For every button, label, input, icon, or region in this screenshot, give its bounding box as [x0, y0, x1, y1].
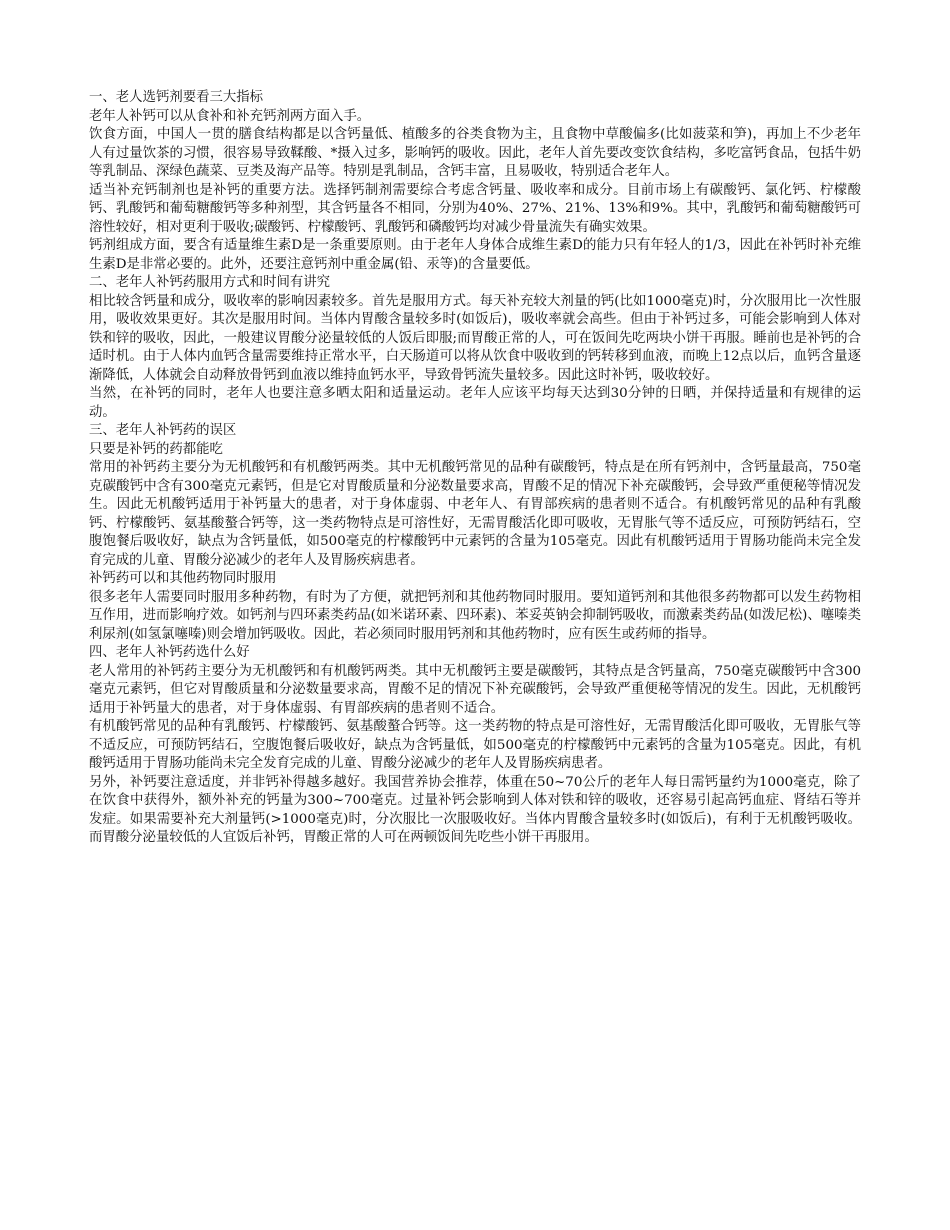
- subheading: 补钙药可以和其他药物同时服用: [89, 571, 277, 586]
- section-heading-3: 三、老年人补钙药的误区: [89, 423, 237, 438]
- paragraph: 当然，在补钙的同时，老年人也要注意多晒太阳和适量运动。老年人应该平均每天达到30分钟的日晒，并保持适量和有规律的运动。: [89, 386, 861, 420]
- paragraph: 饮食方面，中国人一贯的膳食结构都是以含钙量低、植酸多的谷类食物为主，且食物中草酸偏多(比如菠菜和笋)，再加上不少老年人有过量饮茶的习惯，很容易导致鞣酸、*摄入过多，影响钙的吸收。因此，老年人首先要改变饮食结构，多吃富钙食品，包括牛奶等乳制品、深绿色蔬菜、豆类及海产品等。特别是乳制品，含钙丰富，且易吸收，特别适合老年人。: [89, 127, 861, 179]
- section-heading-2: 二、老年人补钙药服用方式和时间有讲究: [89, 275, 331, 290]
- paragraph: 老年人补钙可以从食补和补充钙剂两方面入手。: [89, 108, 371, 124]
- section-heading-1: 一、老人选钙剂要看三大指标: [89, 90, 264, 105]
- paragraph: 适当补充钙制剂也是补钙的重要方法。选择钙制剂需要综合考虑含钙量、吸收率和成分。目前市场上有碳酸钙、氯化钙、柠檬酸钙、乳酸钙和葡萄糖酸钙等多种剂型，其含钙量各不相同，分别为40%、27%、21%、13%和9%。其中，乳酸钙和葡萄糖酸钙可溶性较好，相对更利于吸收;碳酸钙、柠檬酸钙、乳酸钙和磷酸钙均对减少骨量流失有确实效果。: [89, 182, 861, 235]
- paragraph: 钙剂组成方面，要含有适量维生素D是一条重要原则。由于老年人身体合成维生素D的能力只有年轻人的1/3，因此在补钙时补充维生素D是非常必要的。此外，还要注意钙剂中重金属(铅、汞等)的含量要低。: [89, 238, 861, 272]
- paragraph: 有机酸钙常见的品种有乳酸钙、柠檬酸钙、氨基酸螯合钙等。这一类药物的特点是可溶性好，无需胃酸活化即可吸收，无胃胀气等不适反应，可预防钙结石，空腹饱餐后吸收好，缺点为含钙量低，如500毫克的柠檬酸钙中元素钙的含量为105毫克。因此，有机酸钙适用于胃肠功能尚未完全发育完成的儿童、胃酸分泌减少的老年人及胃肠疾病患者。: [89, 719, 861, 771]
- paragraph: 很多老年人需要同时服用多种药物，有时为了方便，就把钙剂和其他药物同时服用。要知道钙剂和其他很多药物都可以发生药物相互作用，进而影响疗效。如钙剂与四环素类药品(如米诺环素、四环素)、苯妥英钠会抑制钙吸收，而激素类药品(如泼尼松)、噻嗪类利尿剂(如氢氯噻嗪)则会增加钙吸收。因此，若必须同时服用钙剂和其他药物时，应有医生或药师的指导。: [89, 589, 861, 642]
- subheading: 只要是补钙的药都能吃: [89, 441, 223, 457]
- paragraph: 常用的补钙药主要分为无机酸钙和有机酸钙两类。其中无机酸钙常见的品种有碳酸钙，特点是在所有钙剂中，含钙量最高，750毫克碳酸钙中含有300毫克元素钙，但是它对胃酸质量和分泌数量要求高，胃酸不足的情况下补充碳酸钙，会导致严重便秘等情况发生。因此无机酸钙适用于补钙量大的患者，对于身体虚弱、中老年人、有胃部疾病的患者则不适合。有机酸钙常见的品种有乳酸钙、柠檬酸钙、氨基酸螯合钙等，这一类药物特点是可溶性好，无需胃酸活化即可吸收，无胃胀气等不适反应，可预防钙结石，空腹饱餐后吸收好，缺点为含钙量低，如500毫克的柠檬酸钙中元素钙的含量为105毫克。因此有机酸钙适用于胃肠功能尚未完全发育完成的儿童、胃酸分泌减少的老年人及胃肠疾病患者。: [89, 460, 861, 568]
- section-heading-4: 四、老年人补钙药选什么好: [89, 645, 250, 660]
- document-body: [89, 89, 861, 848]
- paragraph: 另外，补钙要注意适度，并非钙补得越多越好。我国营养协会推荐，体重在50~70公斤的老年人每日需钙量约为1000毫克，除了在饮食中获得外，额外补充的钙量为300~700毫克。过量补钙会影响到人体对铁和锌的吸收，还容易引起高钙血症、肾结石等并发症。如果需要补充大剂量钙(>1000毫克)时，分次服比一次服吸收好。当体内胃酸含量较多时(如饭后)，有利于无机酸钙吸收。而胃酸分泌量较低的人宜饭后补钙，胃酸正常的人可在两顿饭间先吃些小饼干再服用。: [89, 774, 861, 845]
- paragraph: 老人常用的补钙药主要分为无机酸钙和有机酸钙两类。其中无机酸钙主要是碳酸钙，其特点是含钙量高，750毫克碳酸钙中含300毫克元素钙，但它对胃酸质量和分泌数量要求高，胃酸不足的情况下补充碳酸钙，会导致严重便秘等情况的发生。因此，无机酸钙适用于补钙量大的患者，对于身体虚弱、有胃部疾病的患者则不适合。: [89, 663, 861, 716]
- paragraph: 相比较含钙量和成分，吸收率的影响因素较多。首先是服用方式。每天补充较大剂量的钙(比如1000毫克)时，分次服用比一次性服用，吸收效果更好。其次是服用时间。当体内胃酸含量较多时(如饭后)，吸收率就会高些。但由于补钙过多，可能会影响到人体对铁和锌的吸收，因此，一般建议胃酸分泌量较低的人饭后即服;而胃酸正常的人，可在饭间先吃两块小饼干再服。睡前也是补钙的合适时机。由于人体内血钙含量需要维持正常水平，白天肠道可以将从饮食中吸收到的钙转移到血液，而晚上12点以后，血钙含量逐渐降低，人体就会自动释放骨钙到血液以维持血钙水平，导致骨钙流失量较多。因此这时补钙，吸收较好。: [89, 293, 861, 383]
